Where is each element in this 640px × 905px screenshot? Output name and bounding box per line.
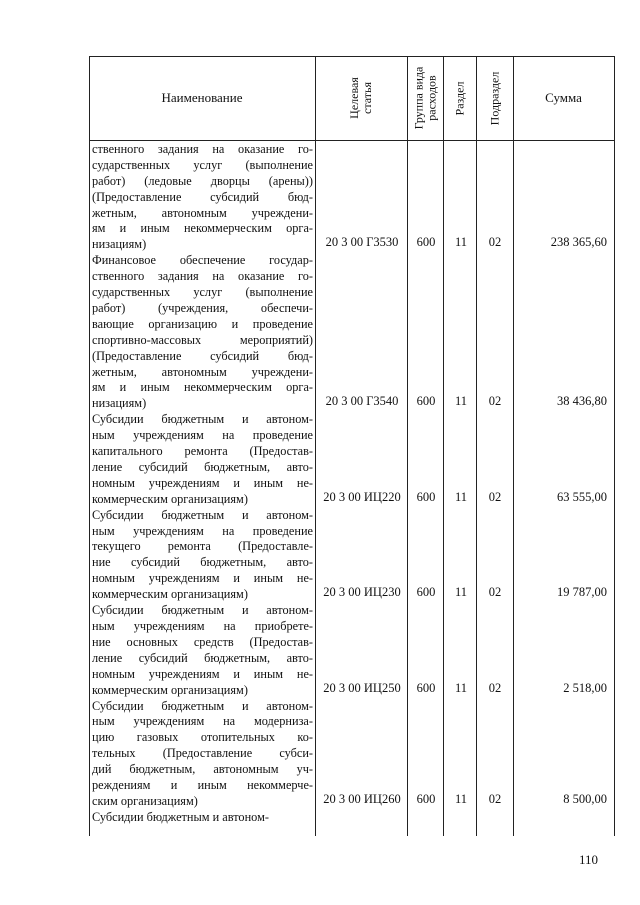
header-name-label: Наименование — [161, 90, 243, 105]
row-name-line: коммерческим организациям) — [92, 587, 248, 602]
row-name-line: вающие организацию и проведение — [92, 316, 313, 331]
row-name-line: Субсидии бюджетным и автоном- — [92, 603, 313, 618]
header-subsection — [476, 56, 513, 140]
row-section: 11 — [454, 394, 468, 409]
row-subsection: 02 — [488, 680, 502, 695]
row-group: 600 — [416, 680, 436, 695]
row-sum: 38 436,80 — [557, 394, 607, 409]
header-code — [315, 56, 407, 140]
row-name-line: ственного задания на оказание го- — [92, 142, 313, 156]
row-name-line: работ) (ледовые дворцы (арены)) — [92, 173, 313, 188]
row-section: 11 — [454, 585, 468, 600]
row-sum: 63 555,00 — [557, 489, 607, 504]
row-name-line: (Предоставление субсидий бюд- — [92, 189, 313, 204]
row-sum: 2 518,00 — [563, 680, 607, 695]
row-section: 11 — [454, 791, 468, 806]
header-group-label — [412, 67, 438, 130]
header-group-line: расходов — [424, 75, 438, 121]
row-group: 600 — [416, 394, 436, 409]
row-name-line: низациям) — [92, 396, 147, 411]
row-name-line: ям и иным некоммерческим орга- — [92, 221, 313, 236]
row-code: 20 3 00 Г3540 — [325, 394, 399, 409]
row-code: 20 3 00 ИЦ220 — [323, 489, 401, 504]
row-name-line: капитального ремонта (Предостав- — [92, 444, 313, 459]
row-name-line: цию газовых отопительных ко- — [92, 730, 313, 745]
row-name-line: ние основных средств (Предостав- — [92, 634, 313, 649]
row-group: 600 — [416, 489, 436, 504]
row-subsection: 02 — [488, 585, 502, 600]
header-section — [443, 56, 476, 140]
col-border — [513, 56, 514, 836]
row-name-line: ным учреждениям на приобрете- — [92, 618, 313, 633]
row-name — [92, 412, 313, 507]
row-name-line: жетным, автономным учреждени- — [92, 364, 313, 379]
row-name-line: Субсидии бюджетным и автоном- — [92, 698, 313, 713]
row-name-line: номным учреждениям и иным не- — [92, 475, 313, 490]
row-group: 600 — [416, 585, 436, 600]
col-border — [315, 56, 316, 836]
row-section: 11 — [454, 235, 468, 250]
row-subsection: 02 — [488, 394, 502, 409]
row-name-line: тельных (Предоставление субси- — [92, 746, 313, 761]
row-name — [92, 142, 313, 253]
page-number: 110 — [578, 852, 598, 867]
row-code: 20 3 00 ИЦ260 — [323, 791, 401, 806]
header-code-line: статья — [359, 82, 374, 114]
row-name-line: ям и иным некоммерческим орга- — [92, 380, 313, 395]
row-name-line: текущего ремонта (Предоставле- — [92, 539, 313, 554]
header-section-label: Раздел — [452, 81, 467, 115]
col-border — [476, 56, 477, 836]
row-name-line: Субсидии бюджетным и автоном- — [92, 412, 313, 427]
row-sum: 19 787,00 — [557, 585, 607, 600]
row-name — [92, 508, 313, 603]
row-name-line: сударственных услуг (выполнение — [92, 285, 313, 300]
row-name — [92, 253, 313, 412]
row-name-line: ление субсидий бюджетным, авто- — [92, 459, 313, 474]
row-name-line: Субсидии бюджетным и автоном- — [92, 507, 313, 522]
row-code: 20 3 00 ИЦ250 — [323, 680, 401, 695]
row-name-line: (Предоставление субсидий бюд- — [92, 348, 313, 363]
row-name-line: работ) (учреждения, обеспечи- — [92, 300, 313, 315]
header-group — [407, 56, 443, 140]
row-subsection: 02 — [488, 791, 502, 806]
budget-table — [89, 56, 615, 836]
row-section: 11 — [454, 680, 468, 695]
row-name-line: Финансовое обеспечение государ- — [92, 253, 313, 268]
row-name-line: жетным, автономным учреждени- — [92, 205, 313, 220]
col-border — [407, 56, 408, 836]
header-bottom-border — [89, 140, 615, 141]
row-name — [92, 603, 313, 698]
col-border — [89, 56, 90, 836]
row-sum: 8 500,00 — [563, 791, 607, 806]
row-name-line: дий бюджетным, автономным уч- — [92, 762, 313, 777]
header-code-line: Целевая — [346, 77, 361, 119]
row-name-line: ным учреждениям на проведение — [92, 523, 313, 538]
row-name-line: спортивно-массовых мероприятий) — [92, 332, 313, 347]
row-sum: 238 365,60 — [550, 235, 607, 250]
header-name — [89, 56, 315, 140]
row-name — [92, 699, 313, 810]
row-subsection: 02 — [488, 489, 502, 504]
header-sum-label: Сумма — [545, 90, 582, 105]
row-name-line: ным учреждениям на проведение — [92, 428, 313, 443]
row-group: 600 — [416, 235, 436, 250]
header-group-line: Группа вида — [411, 66, 425, 130]
row-name-line: ственного задания на оказание го- — [92, 269, 313, 284]
row-name — [92, 810, 313, 826]
row-name-line: коммерческим организациям) — [92, 682, 248, 697]
row-name-line: низациям) — [92, 237, 147, 252]
row-name-line: ским организациям) — [92, 793, 198, 808]
row-name-line: ние субсидий бюджетным, авто- — [92, 555, 313, 570]
col-border — [443, 56, 444, 836]
row-group: 600 — [416, 791, 436, 806]
col-border — [614, 56, 615, 836]
header-sum — [513, 56, 614, 140]
row-name-line: ление субсидий бюджетным, авто- — [92, 650, 313, 665]
row-name-line: ным учреждениям на модерниза- — [92, 714, 313, 729]
row-section: 11 — [454, 489, 468, 504]
row-name-line: номным учреждениям и иным не- — [92, 571, 313, 586]
header-subsection-label: Подраздел — [487, 71, 502, 125]
row-code: 20 3 00 Г3530 — [325, 235, 399, 250]
row-name-line: номным учреждениям и иным не- — [92, 666, 313, 681]
row-name-line: Субсидии бюджетным и автоном- — [92, 809, 269, 824]
header-code-label — [348, 77, 374, 119]
row-name-line: сударственных услуг (выполнение — [92, 157, 313, 172]
row-name-line: коммерческим организациям) — [92, 491, 248, 506]
row-subsection: 02 — [488, 235, 502, 250]
row-code: 20 3 00 ИЦ230 — [323, 585, 401, 600]
row-name-line: реждениям и иным некоммерче- — [92, 777, 313, 792]
